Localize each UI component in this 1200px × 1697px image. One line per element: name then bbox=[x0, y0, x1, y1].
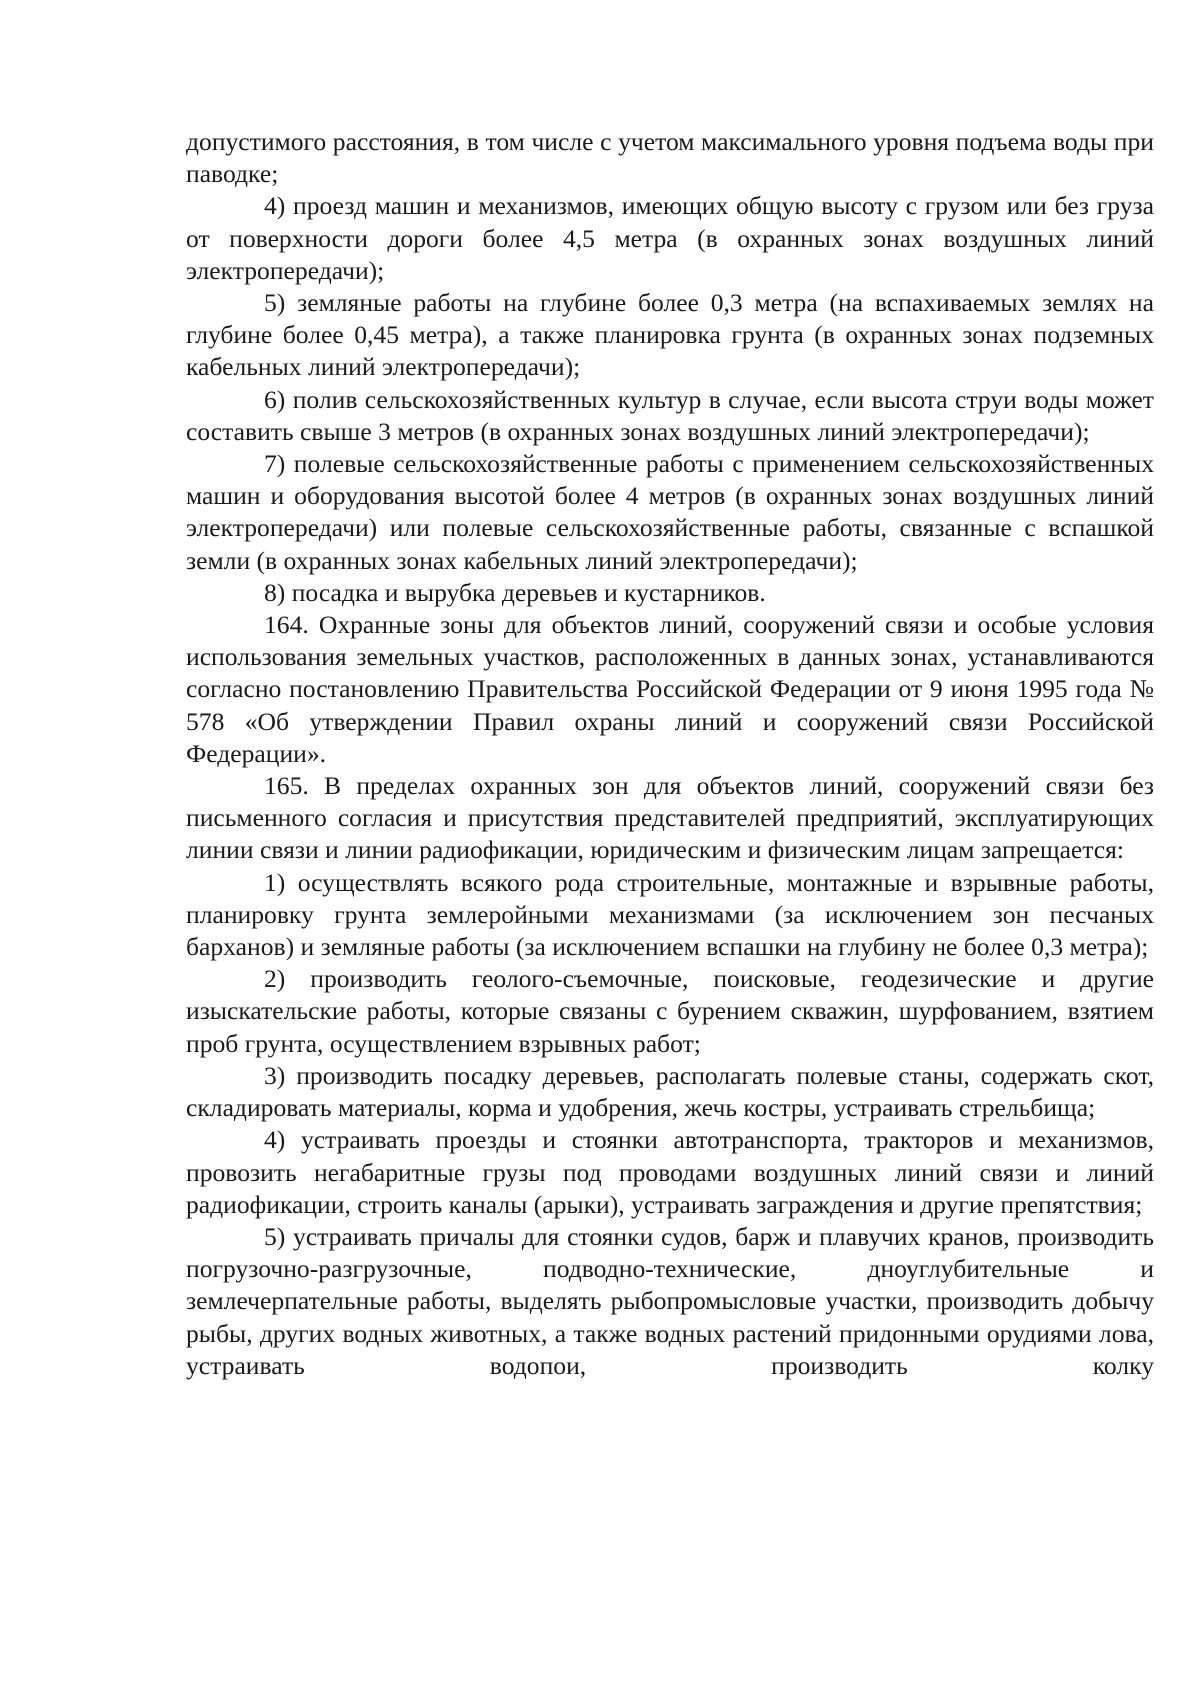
paragraph-clause-165: 165. В пределах охранных зон для объектов линий, сооружений связи без письменного согласия и присутствия представителей предприятий, эксплуатирующих линии связи и линии радиофикации, юридическим и физическим лицам запрещается: bbox=[186, 771, 1154, 865]
paragraph-item-4b: 4) устраивать проезды и стоянки автотранспорта, тракторов и механизмов, провозить негабаритные грузы под проводами воздушных линий связи и линий радиофикации, строить каналы (арыки), устраивать заграждения и другие препятствия; bbox=[186, 1125, 1154, 1219]
paragraph-item-5: 5) земляные работы на глубине более 0,3 метра (на вспахиваемых землях на глубине более 0,45 метра), а также планировка грунта (в охранных зонах подземных кабельных линий электропередачи); bbox=[186, 288, 1154, 382]
paragraph-item-2: 2) производить геолого-съемочные, поисковые, геодезические и другие изыскательские работы, которые связаны с бурением скважин, шурфованием, взятием проб грунта, осуществлением взрывных работ; bbox=[186, 964, 1154, 1058]
paragraph-continuation: допустимого расстояния, в том числе с учетом максимального уровня подъема воды при паводке; bbox=[186, 127, 1154, 189]
paragraph-item-5b: 5) устраивать причалы для стоянки судов, барж и плавучих кранов, производить погрузочно-разгрузочные, подводно-технические, дноуглубительные и землечерпательные работы, выделять рыбопромысловые участки, производить добычу рыбы, других водных животных, а также водных растений придонными орудиями лова, устраивать водопои, производить колку bbox=[186, 1221, 1154, 1380]
paragraph-item-3: 3) производить посадку деревьев, располагать полевые станы, содержать скот, складировать материалы, корма и удобрения, жечь костры, устраивать стрельбища; bbox=[186, 1060, 1154, 1123]
paragraph-item-1: 1) осуществлять всякого рода строительные, монтажные и взрывные работы, планировку грунта землеройными механизмами (за исключением зон песчаных барханов) и земляные работы (за исключением вспашки на глубину не более 0,3 метра); bbox=[186, 867, 1154, 962]
paragraph-item-7: 7) полевые сельскохозяйственные работы с применением сельскохозяйственных машин и оборудования высотой более 4 метров (в охранных зонах воздушных линий электропередачи) или полевые сельскохозяйственные работы, связанные с вспашкой земли (в охранных зонах кабельных линий электропередачи); bbox=[186, 449, 1154, 575]
paragraph-item-6: 6) полив сельскохозяйственных культур в случае, если высота струи воды может составить свыше 3 метров (в охранных зонах воздушных линий электропередачи); bbox=[186, 384, 1154, 446]
paragraph-item-4: 4) проезд машин и механизмов, имеющих общую высоту с грузом или без груза от поверхности дороги более 4,5 метра (в охранных зонах воздушных линий электропередачи); bbox=[186, 191, 1154, 285]
document-body bbox=[186, 126, 1154, 1382]
paragraph-clause-164: 164. Охранные зоны для объектов линий, сооружений связи и особые условия использования земельных участков, расположенных в данных зонах, устанавливаются согласно постановлению Правительства Российской Федерации от 9 июня 1995 года № 578 «Об утверждении Правил охраны линий и сооружений связи Российской Федерации». bbox=[186, 610, 1154, 768]
paragraph-item-8: 8) посадка и вырубка деревьев и кустарников. bbox=[264, 577, 766, 607]
